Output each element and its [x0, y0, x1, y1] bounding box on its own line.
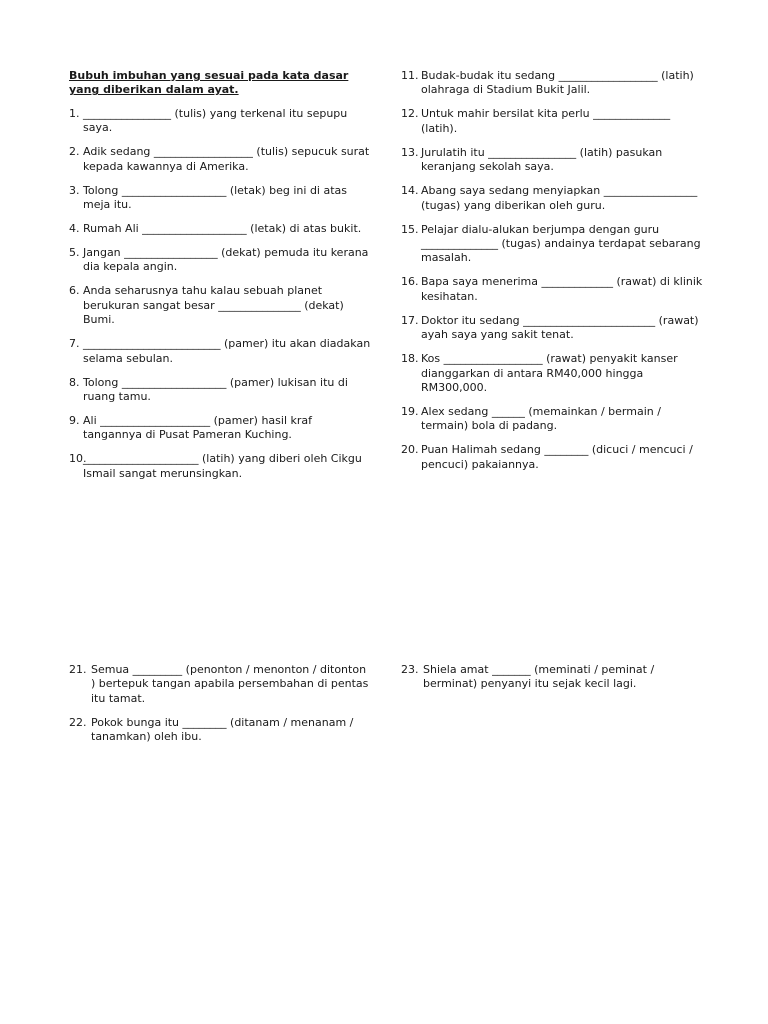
question-item [69, 107, 372, 136]
question-item [401, 443, 703, 472]
question-item [69, 414, 372, 443]
question-item [69, 222, 372, 236]
question-number: 10. [69, 452, 87, 466]
worksheet-title: Bubuh imbuhan yang sesuai pada kata dasar yang diberikan dalam ayat. [69, 69, 349, 97]
question-text: Doktor itu sedang ________________________ (rawat) ayah saya yang sakit tenat. [421, 313, 699, 342]
question-text: Rumah Ali ___________________ (letak) di atas bukit. [83, 222, 362, 236]
question-number: 16. [401, 275, 419, 289]
question-item [401, 405, 703, 434]
question-number: 17. [401, 313, 419, 327]
question-number: 8. [69, 375, 80, 389]
question-item [401, 69, 703, 98]
question-item [69, 284, 372, 327]
question-number: 9. [69, 414, 80, 428]
top-left-column [69, 69, 372, 491]
question-item [401, 314, 703, 343]
question-number: 1. [69, 106, 80, 120]
question-text: Pokok bunga itu ________ (ditanam / menanam / tanamkan) oleh ibu. [91, 715, 354, 744]
question-item [401, 184, 703, 213]
question-text: Jurulatih itu ________________ (latih) pasukan keranjang sekolah saya. [421, 145, 663, 174]
question-item [401, 275, 703, 304]
question-text: Alex sedang ______ (memainkan / bermain / termain) bola di padang. [421, 405, 661, 433]
question-number: 19. [401, 405, 419, 419]
question-text: Pelajar dialu-alukan berjumpa dengan guru ______________ (tugas) andainya terdapat sebarang masalah. [421, 222, 701, 265]
question-text: Ali ____________________ (pamer) hasil kraf tangannya di Pusat Pameran Kuching. [83, 414, 312, 442]
question-list-1-10 [69, 107, 372, 481]
question-item [69, 184, 372, 213]
question-text: Bapa saya menerima _____________ (rawat) di klinik kesihatan. [421, 275, 703, 303]
question-text: Jangan _________________ (dekat) pemuda itu kerana dia kepala angin. [83, 246, 369, 274]
question-list-11-20 [401, 69, 703, 472]
question-item [69, 145, 372, 174]
bottom-left-column [69, 663, 369, 754]
question-number: 13. [401, 145, 419, 159]
top-right-column [401, 69, 703, 482]
question-number: 7. [69, 337, 80, 351]
question-number: 21. [69, 663, 87, 676]
question-item [401, 107, 703, 136]
question-text: ________________ (tulis) yang terkenal itu sepupu saya. [83, 106, 348, 135]
question-item [401, 223, 703, 266]
question-text: Tolong ___________________ (pamer) lukisan itu di ruang tamu. [83, 375, 348, 404]
question-item [69, 376, 372, 405]
question-number: 20. [401, 443, 419, 457]
question-number: 14. [401, 184, 419, 198]
question-number: 23. [401, 663, 419, 676]
question-text: Tolong ___________________ (letak) beg ini di atas meja itu. [83, 183, 348, 212]
question-number: 5. [69, 246, 80, 260]
question-item [401, 146, 703, 175]
question-number: 12. [401, 107, 419, 121]
question-number: 22. [69, 715, 87, 729]
question-number: 15. [401, 222, 419, 236]
question-text: Kos __________________ (rawat) penyakit kanser dianggarkan di antara RM40,000 hingga RM300,000. [421, 352, 678, 395]
question-list-21-22 [69, 663, 369, 745]
question-item [69, 246, 372, 275]
question-item [69, 337, 372, 366]
question-text: Budak-budak itu sedang __________________ (latih) olahraga di Stadium Bukit Jalil. [421, 69, 694, 97]
question-item [69, 452, 372, 481]
question-number: 3. [69, 183, 80, 197]
question-text: Puan Halimah sedang ________ (dicuci / mencuci / pencuci) pakaiannya. [421, 443, 693, 471]
question-number: 18. [401, 352, 419, 366]
question-text: Adik sedang __________________ (tulis) sepucuk surat kepada kawannya di Amerika. [83, 145, 370, 173]
question-item [401, 663, 703, 692]
bottom-right-column [401, 663, 703, 701]
question-number: 2. [69, 145, 80, 159]
question-text: _____________________ (latih) yang diberi oleh Cikgu Ismail sangat merunsingkan. [83, 452, 362, 480]
question-text: Shiela amat _______ (meminati / peminat / berminat) penyanyi itu sejak kecil lagi. [423, 663, 655, 691]
question-text: Untuk mahir bersilat kita perlu ______________ (latih). [421, 107, 671, 135]
question-number: 6. [69, 284, 80, 298]
question-item [69, 716, 369, 745]
question-text: Semua _________ (penonton / menonton / ditonton ) bertepuk tangan apabila persembahan di pentas itu tamat. [91, 663, 369, 705]
question-text: _________________________ (pamer) itu akan diadakan selama sebulan. [83, 337, 371, 365]
question-number: 11. [401, 69, 419, 82]
question-item [69, 663, 369, 706]
question-text: Anda seharusnya tahu kalau sebuah planet berukuran sangat besar _______________ (dekat) Bumi. [83, 284, 344, 327]
question-text: Abang saya sedang menyiapkan _________________ (tugas) yang diberikan oleh guru. [421, 184, 698, 212]
question-item [401, 352, 703, 395]
question-list-23 [401, 663, 703, 692]
question-number: 4. [69, 222, 80, 236]
